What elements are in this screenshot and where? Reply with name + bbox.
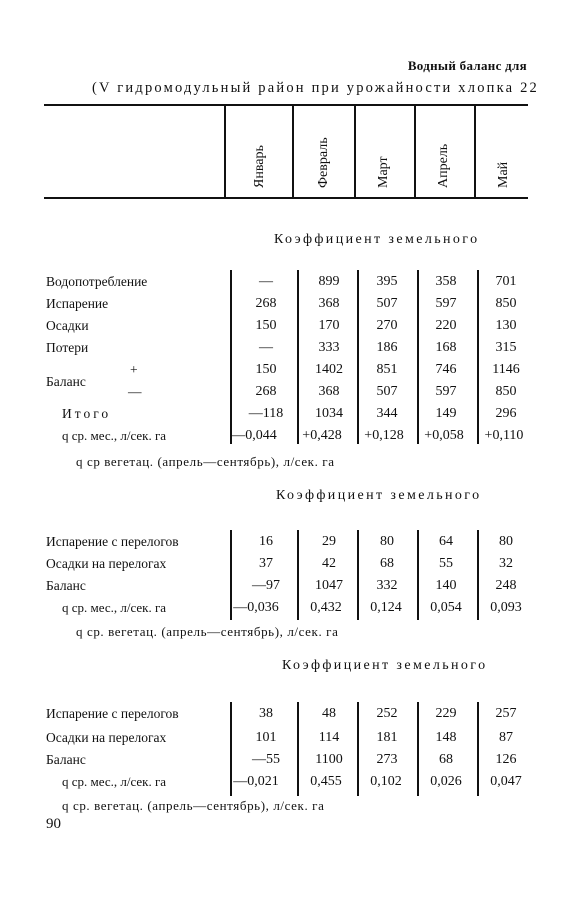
row-label: Водопотребление xyxy=(46,274,148,289)
table-row xyxy=(0,274,569,296)
cell: 32 xyxy=(499,556,513,571)
cell: 87 xyxy=(499,730,513,745)
cell: 1047 xyxy=(315,578,343,593)
cell: 0,102 xyxy=(370,774,402,789)
page-number: 90 xyxy=(46,816,61,832)
month-header: Январь xyxy=(252,145,267,188)
table-row xyxy=(0,406,569,428)
cell: —0,036 xyxy=(233,600,279,615)
row-label: Испарение с перелогов xyxy=(46,706,179,721)
cell: +0,110 xyxy=(484,428,524,443)
cell: 130 xyxy=(495,318,517,333)
cell: 126 xyxy=(495,752,517,767)
cell: 186 xyxy=(376,340,398,355)
cell: 68 xyxy=(380,556,394,571)
row-label: Баланс xyxy=(46,752,86,767)
cell: 332 xyxy=(376,578,398,593)
table-row xyxy=(0,706,569,728)
cell: 148 xyxy=(435,730,457,745)
vegetation-average: q ср. вегетац. (апрель—сентябрь), л/сек. га xyxy=(76,624,339,639)
cell: 344 xyxy=(376,406,398,421)
month-header: Февраль xyxy=(316,137,331,188)
row-label: Потери xyxy=(46,340,89,355)
section-heading: Коэффициент земельного xyxy=(274,232,480,247)
cell: 333 xyxy=(318,340,340,355)
cell: +0,428 xyxy=(302,428,342,443)
cell: —0,044 xyxy=(231,428,277,443)
table-title: Водный баланс для xyxy=(407,58,527,73)
vegetation-average: q ср вегетац. (апрель—сентябрь), л/сек. га xyxy=(76,454,335,469)
cell: 150 xyxy=(255,362,277,377)
cell: 701 xyxy=(495,274,517,289)
cell: 29 xyxy=(322,534,336,549)
table-row xyxy=(0,296,569,318)
cell: 395 xyxy=(376,274,398,289)
table-row xyxy=(0,340,569,362)
cell: — xyxy=(259,340,273,355)
cell: 149 xyxy=(435,406,457,421)
cell: 48 xyxy=(322,706,336,721)
header-divider xyxy=(224,105,226,197)
cell: 368 xyxy=(318,296,340,311)
cell: 0,093 xyxy=(490,600,522,615)
cell: —97 xyxy=(252,578,280,593)
cell: 851 xyxy=(376,362,398,377)
cell: 268 xyxy=(255,384,277,399)
cell: 273 xyxy=(376,752,398,767)
row-label: q ср. мес., л/сек. га xyxy=(62,774,167,789)
cell: 16 xyxy=(259,534,273,549)
cell: 0,047 xyxy=(490,774,522,789)
row-label: Баланс xyxy=(46,578,86,593)
cell: 899 xyxy=(318,274,340,289)
cell: — xyxy=(259,274,273,289)
cell: 296 xyxy=(495,406,517,421)
cell: 37 xyxy=(259,556,273,571)
cell: 597 xyxy=(435,384,457,399)
row-label: Итого xyxy=(62,406,112,421)
table-subtitle: (V гидромодульный район при урожайности хлопка 22 xyxy=(92,80,539,96)
table-row xyxy=(0,318,569,340)
cell: 507 xyxy=(376,296,398,311)
row-label: Осадки на перелогах xyxy=(46,730,167,745)
cell: 38 xyxy=(259,706,273,721)
header-bottom-rule xyxy=(44,197,528,199)
cell: 850 xyxy=(495,384,517,399)
cell: 55 xyxy=(439,556,453,571)
row-label: q ср. мес., л/сек. га xyxy=(62,428,167,443)
cell: 248 xyxy=(495,578,517,593)
cell: 80 xyxy=(499,534,513,549)
cell: 358 xyxy=(435,274,457,289)
cell: 368 xyxy=(318,384,340,399)
cell: 101 xyxy=(255,730,277,745)
row-label: Испарение с перелогов xyxy=(46,534,179,549)
section-heading: Коэффициент земельного xyxy=(282,658,488,673)
row-label: q ср. мес., л/сек. га xyxy=(62,600,167,615)
cell: 1146 xyxy=(492,362,520,377)
cell: 257 xyxy=(495,706,517,721)
cell: +0,058 xyxy=(424,428,464,443)
section-heading: Коэффициент земельного xyxy=(276,488,482,503)
balance-plus-sign: + xyxy=(130,362,138,377)
row-label: Испарение xyxy=(46,296,109,311)
cell: 0,432 xyxy=(310,600,342,615)
table-row xyxy=(0,556,569,578)
cell: 114 xyxy=(318,730,340,745)
balance-label: Баланс xyxy=(46,374,86,389)
cell: —0,021 xyxy=(233,774,279,789)
cell: 597 xyxy=(435,296,457,311)
header-divider xyxy=(292,105,294,197)
cell: 64 xyxy=(439,534,453,549)
cell: —118 xyxy=(248,406,284,421)
vegetation-average: q ср. вегетац. (апрель—сентябрь), л/сек. га xyxy=(62,798,325,813)
cell: 170 xyxy=(318,318,340,333)
cell: 229 xyxy=(435,706,457,721)
cell: 0,124 xyxy=(370,600,402,615)
row-label: Осадки xyxy=(46,318,89,333)
cell: 220 xyxy=(435,318,457,333)
cell: 0,455 xyxy=(310,774,342,789)
month-header: Апрель xyxy=(436,143,451,188)
table-row xyxy=(0,752,569,774)
cell: 746 xyxy=(435,362,457,377)
cell: 181 xyxy=(376,730,398,745)
cell: 168 xyxy=(435,340,457,355)
table-row xyxy=(0,774,569,796)
cell: 1100 xyxy=(315,752,343,767)
table-row xyxy=(0,428,569,450)
cell: 252 xyxy=(376,706,398,721)
cell: 0,026 xyxy=(430,774,462,789)
cell: 268 xyxy=(255,296,277,311)
table-row xyxy=(0,600,569,622)
month-header: Март xyxy=(376,156,391,188)
header-top-rule xyxy=(44,104,528,106)
cell: 1034 xyxy=(315,406,343,421)
cell: 315 xyxy=(495,340,517,355)
table-row xyxy=(0,384,569,406)
cell: +0,128 xyxy=(364,428,404,443)
cell: 850 xyxy=(495,296,517,311)
cell: 507 xyxy=(376,384,398,399)
cell: 140 xyxy=(435,578,457,593)
cell: 68 xyxy=(439,752,453,767)
cell: 0,054 xyxy=(430,600,462,615)
table-row xyxy=(0,730,569,752)
cell: 80 xyxy=(380,534,394,549)
cell: 42 xyxy=(322,556,336,571)
row-label: Осадки на перелогах xyxy=(46,556,167,571)
cell: —55 xyxy=(252,752,280,767)
table-row xyxy=(0,578,569,600)
table-row xyxy=(0,534,569,556)
cell: 270 xyxy=(376,318,398,333)
month-header: Май xyxy=(496,161,511,188)
balance-minus-sign: — xyxy=(128,384,142,399)
cell: 150 xyxy=(255,318,277,333)
cell: 1402 xyxy=(315,362,343,377)
